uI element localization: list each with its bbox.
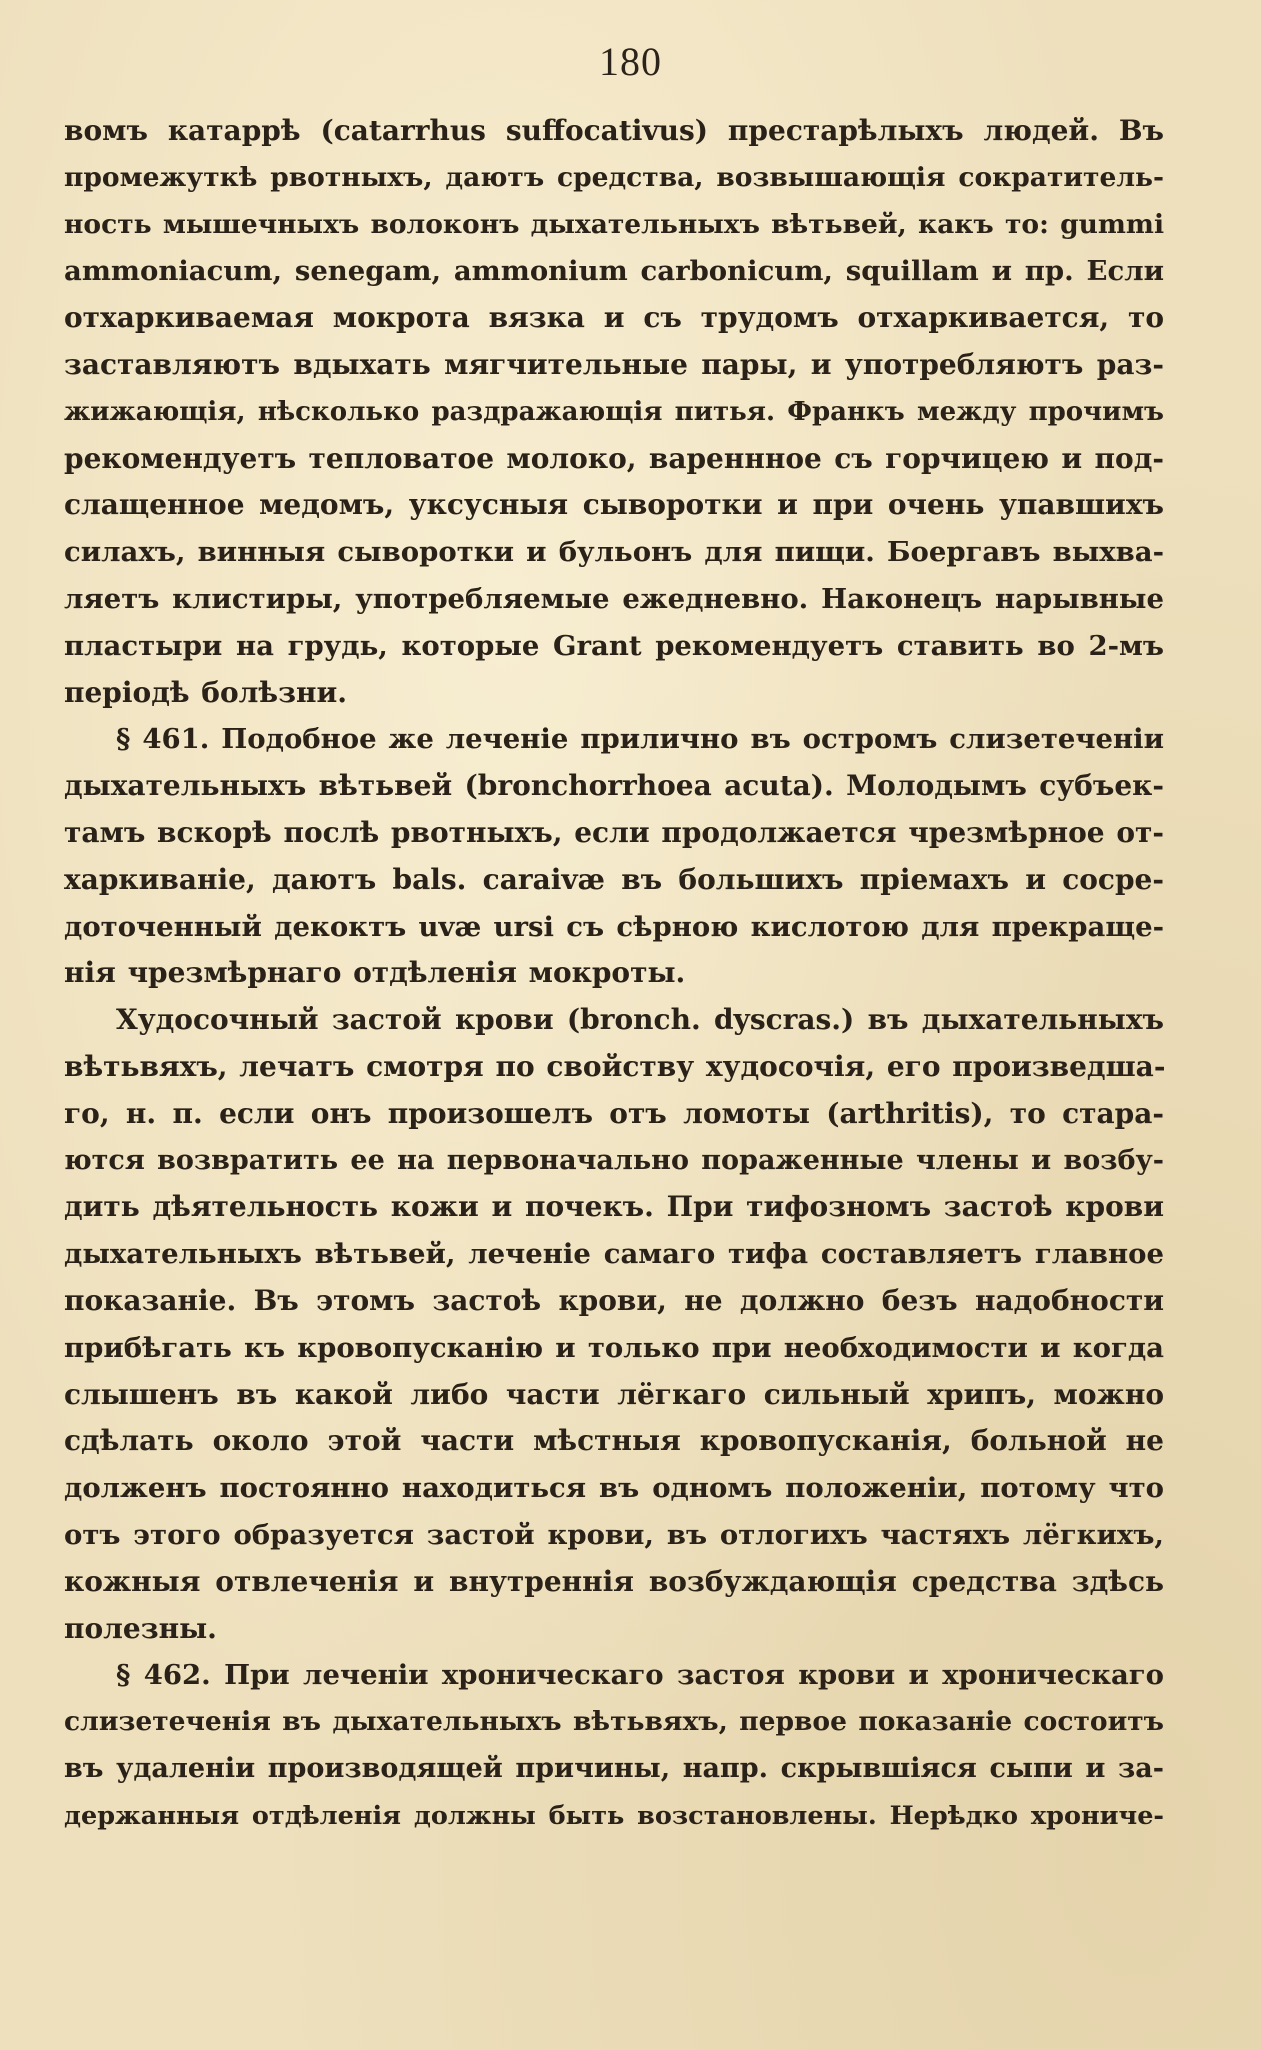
text-line: жижающія, нѣсколько раздражающія питья. Франкъ между прочимъ: [64, 396, 1164, 427]
text-line: прибѣгать къ кровопусканію и только при необходимости и когда: [64, 1331, 1164, 1364]
text-line: заставляютъ вдыхать мягчительные пары, и употребляютъ раз-: [64, 347, 1164, 381]
text-line: дить дѣятельность кожи и почекъ. При тифозномъ застоѣ крови: [64, 1190, 1164, 1224]
text-line: рекомендуетъ тепловатое молоко, вареннное съ горчицею и под-: [64, 441, 1164, 475]
text-line: нія чрезмѣрнаго отдѣленія мокроты.: [64, 956, 686, 990]
text-line: слизетеченія въ дыхательныхъ вѣтьвяхъ, первое показаніе состоитъ: [64, 1706, 1164, 1738]
text-line: ность мышечныхъ волоконъ дыхательныхъ вѣтьвей, какъ то: gummi: [64, 208, 1165, 240]
text-line: долженъ постоянно находиться въ одномъ положеніи, потому что: [64, 1472, 1164, 1505]
text-line: слащенное медомъ, уксусныя сыворотки и при очень упавшихъ: [64, 488, 1164, 522]
text-line: вомъ катаррѣ (catarrhus suffocativus) престарѣлыхъ людей. Въ: [64, 114, 1164, 147]
text-line: держанныя отдѣленія должны быть возстановлены. Нерѣдко хрониче-: [64, 1800, 1164, 1831]
text-line: сдѣлать около этой части мѣстныя кровопусканія, больной не: [64, 1424, 1164, 1458]
text-line: § 462. При леченіи хроническаго застоя крови и хроническаго: [116, 1659, 1164, 1692]
text-line: отхаркиваемая мокрота вязка и съ трудомъ отхаркивается, то: [64, 301, 1164, 335]
text-line: ammoniacum, senegam, ammonium carbonicum, squillam и пр. Если: [64, 255, 1164, 288]
text-line: въ удаленіи производящей причины, напр. скрывшіяся сыпи и за-: [64, 1752, 1164, 1784]
text-line: полезны.: [64, 1611, 217, 1645]
text-line: харкиваніе, даютъ bals. caraivæ въ большихъ пріемахъ и сосре-: [64, 862, 1164, 896]
text-line: силахъ, винныя сыворотки и бульонъ для пищи. Боергавъ выхва-: [64, 536, 1164, 569]
text-line: дыхательныхъ вѣтьвей, леченіе самаго тифа составляетъ главное: [64, 1238, 1164, 1271]
text-line: Худосочный застой крови (bronch. dyscras.) въ дыхательныхъ: [116, 1003, 1164, 1037]
text-line: вѣтьвяхъ, лечатъ смотря по свойству худосочія, его произведша-: [64, 1049, 1166, 1083]
text-line: доточенный декоктъ uvæ ursi съ сѣрною кислотою для прекраще-: [64, 910, 1164, 943]
text-line: го, н. п. если онъ произошелъ отъ ломоты (arthritis), то стара-: [64, 1096, 1164, 1130]
text-line: дыхательныхъ вѣтьвей (bronchorrhoea acuta). Молодымъ субъек-: [64, 769, 1164, 803]
text-line: кожныя отвлеченія и внутреннія возбуждающія средства здѣсь: [64, 1564, 1164, 1598]
text-line: тамъ вскорѣ послѣ рвотныхъ, если продолжается чрезмѣрное от-: [64, 815, 1164, 849]
text-line: ляетъ клистиры, употребляемые ежедневно. Наконецъ нарывные: [64, 582, 1164, 615]
body-text: [64, 108, 1164, 1839]
page-number: 180: [599, 39, 662, 84]
text-line: § 461. Подобное же леченіе прилично въ остромъ слизетеченіи: [116, 723, 1164, 756]
text-line: ются возвратить ее на первоначально пораженные члены и возбу-: [64, 1144, 1164, 1176]
text-line: періодѣ болѣзни.: [64, 675, 347, 709]
text-line: показаніе. Въ этомъ застоѣ крови, не должно безъ надобности: [64, 1283, 1164, 1317]
text-line: промежуткѣ рвотныхъ, даютъ средства, возвышающія сократитель-: [64, 161, 1164, 193]
text-line: пластыри на грудь, которые Grant рекомендуетъ ставить во 2-мъ: [64, 629, 1164, 662]
text-line: слышенъ въ какой либо части лёгкаго сильный хрипъ, можно: [64, 1377, 1164, 1411]
text-line: отъ этого образуется застой крови, въ отлогихъ частяхъ лёгкихъ,: [64, 1518, 1164, 1551]
